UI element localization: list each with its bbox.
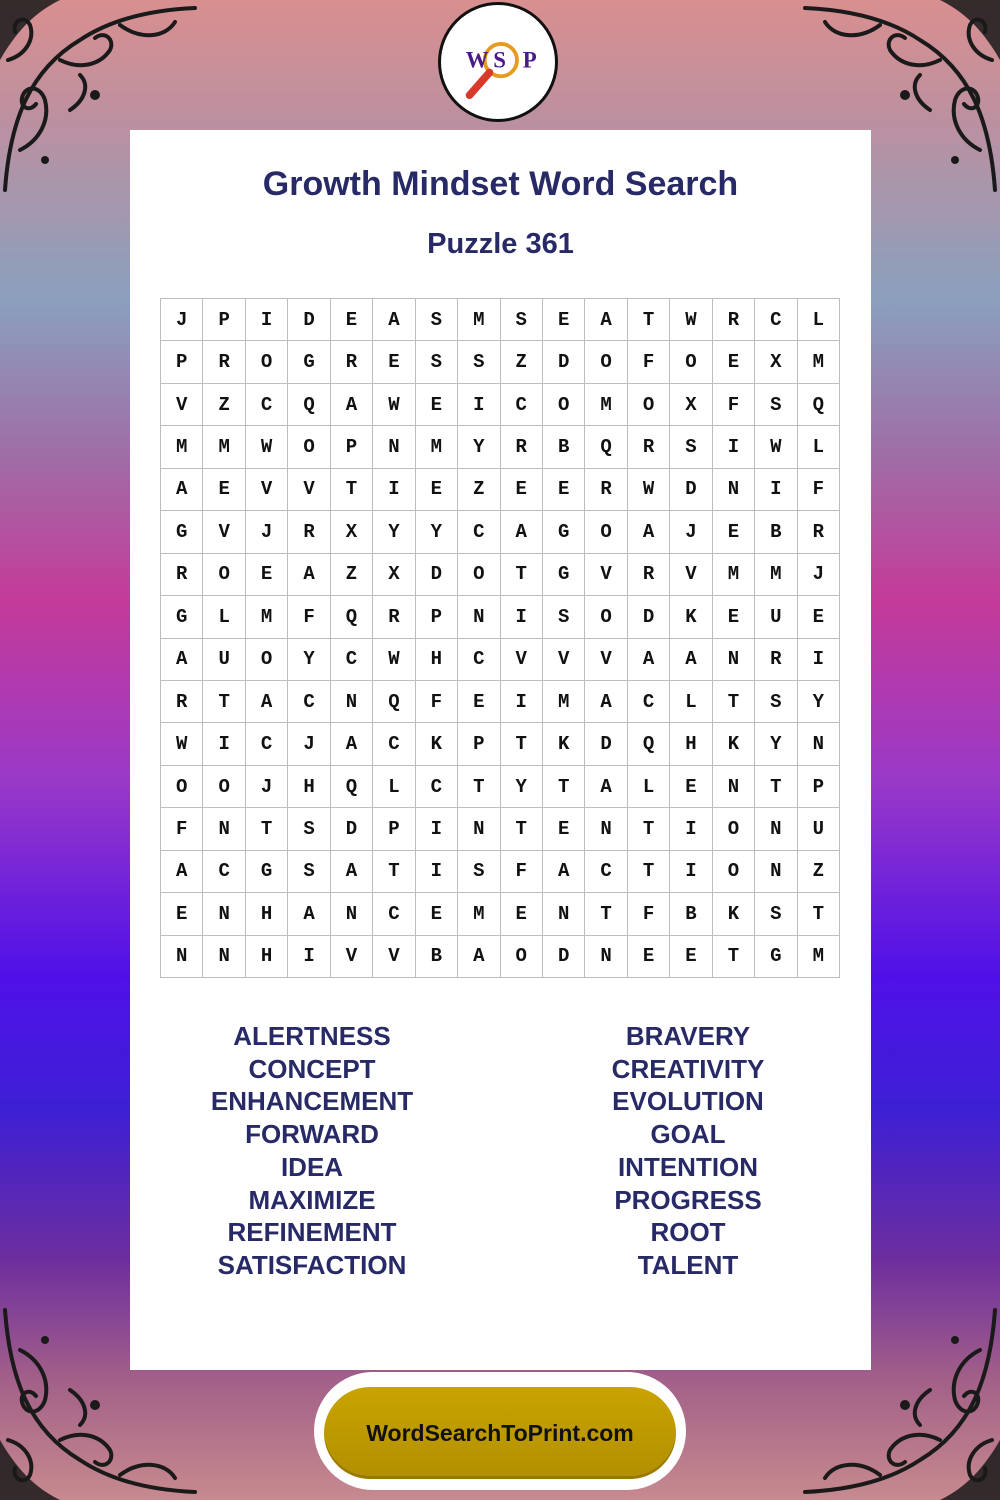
grid-cell[interactable]: R [628,554,670,596]
grid-cell[interactable]: E [203,469,245,511]
puzzle-card [130,130,871,1370]
word-list-item: PROGRESS [614,1184,762,1215]
grid-cell[interactable]: O [585,596,627,638]
grid-cell[interactable]: X [373,554,415,596]
grid-cell[interactable]: Q [628,723,670,765]
grid-cell[interactable]: N [203,808,245,850]
grid-cell[interactable]: C [203,851,245,893]
grid-cell[interactable]: H [246,936,288,978]
grid-cell[interactable]: G [161,596,203,638]
word-list-right [538,1020,838,1282]
grid-cell[interactable]: I [458,384,500,426]
grid-cell[interactable]: O [246,639,288,681]
grid-cell[interactable]: V [585,639,627,681]
grid-cell[interactable]: C [288,681,330,723]
grid-cell[interactable]: Z [501,341,543,383]
grid-cell[interactable]: T [246,808,288,850]
grid-cell[interactable]: H [670,723,712,765]
grid-cell[interactable]: P [458,723,500,765]
grid-cell[interactable]: S [501,299,543,341]
grid-cell[interactable]: O [501,936,543,978]
grid-cell[interactable]: M [543,681,585,723]
grid-cell[interactable]: N [331,681,373,723]
grid-cell[interactable]: A [628,511,670,553]
word-list-item: SATISFACTION [217,1249,407,1280]
grid-cell[interactable]: Y [416,511,458,553]
grid-cell[interactable]: D [416,554,458,596]
grid-cell[interactable]: V [543,639,585,681]
grid-cell[interactable]: X [755,341,797,383]
grid-cell[interactable]: G [246,851,288,893]
grid-cell[interactable]: N [585,936,627,978]
grid-cell[interactable]: N [458,596,500,638]
grid-cell[interactable]: I [713,426,755,468]
grid-cell[interactable]: S [458,851,500,893]
grid-cell[interactable]: E [416,469,458,511]
grid-cell[interactable]: L [798,426,840,468]
word-list-item: FORWARD [245,1119,379,1150]
grid-cell[interactable]: R [501,426,543,468]
grid-cell[interactable]: W [670,299,712,341]
grid-cell[interactable]: U [755,596,797,638]
grid-cell[interactable]: O [713,808,755,850]
grid-cell[interactable]: V [288,469,330,511]
grid-cell[interactable]: Y [755,723,797,765]
word-list-item: IDEA [280,1151,344,1182]
puzzle-number: Puzzle 361 [427,228,574,260]
grid-cell[interactable]: U [203,639,245,681]
grid-cell[interactable]: H [416,639,458,681]
grid-cell[interactable]: L [798,299,840,341]
grid-cell[interactable]: D [585,723,627,765]
grid-cell[interactable]: V [161,384,203,426]
grid-cell[interactable]: M [203,426,245,468]
grid-cell[interactable]: C [373,893,415,935]
grid-cell[interactable]: T [798,893,840,935]
grid-cell[interactable]: M [246,596,288,638]
grid-cell[interactable]: E [713,596,755,638]
grid-cell[interactable]: A [543,851,585,893]
grid-cell[interactable]: O [713,851,755,893]
grid-cell[interactable]: O [288,426,330,468]
grid-cell[interactable]: K [416,723,458,765]
grid-cell[interactable]: N [713,766,755,808]
grid-cell[interactable]: P [331,426,373,468]
grid-cell[interactable]: A [628,639,670,681]
grid-cell[interactable]: M [798,341,840,383]
grid-cell[interactable]: X [670,384,712,426]
grid-cell[interactable]: O [246,341,288,383]
grid-cell[interactable]: I [755,469,797,511]
grid-cell[interactable]: V [585,554,627,596]
grid-cell[interactable]: C [416,766,458,808]
grid-cell[interactable]: I [670,851,712,893]
grid-cell[interactable]: T [628,851,670,893]
grid-cell[interactable]: A [161,851,203,893]
grid-cell[interactable]: F [416,681,458,723]
grid-cell[interactable]: N [585,808,627,850]
grid-cell[interactable]: A [331,384,373,426]
grid-cell[interactable]: A [501,511,543,553]
grid-cell[interactable]: C [373,723,415,765]
grid-cell[interactable]: C [628,681,670,723]
grid-cell[interactable]: N [713,639,755,681]
grid-cell[interactable]: F [288,596,330,638]
grid-cell[interactable]: K [670,596,712,638]
grid-cell[interactable]: P [373,808,415,850]
grid-cell[interactable]: S [755,681,797,723]
word-list-item: ROOT [650,1217,726,1248]
grid-cell[interactable]: T [628,808,670,850]
grid-cell[interactable]: G [755,936,797,978]
grid-cell[interactable]: O [161,766,203,808]
word-list-item: INTENTION [617,1151,759,1182]
grid-cell[interactable]: T [755,766,797,808]
grid-cell[interactable]: F [798,469,840,511]
grid-cell[interactable]: Q [373,681,415,723]
grid-cell[interactable]: R [713,299,755,341]
grid-cell[interactable]: D [543,936,585,978]
grid-cell[interactable]: R [331,341,373,383]
grid-cell[interactable]: S [416,341,458,383]
grid-cell[interactable]: C [246,384,288,426]
grid-cell[interactable]: R [203,341,245,383]
grid-cell[interactable]: R [755,639,797,681]
word-list-item: CONCEPT [248,1053,376,1084]
grid-cell[interactable]: R [798,511,840,553]
word-list-item: EVOLUTION [612,1086,764,1117]
grid-cell[interactable]: E [798,596,840,638]
grid-cell[interactable]: N [755,808,797,850]
grid-cell[interactable]: O [203,766,245,808]
grid-cell[interactable]: Z [331,554,373,596]
grid-cell[interactable]: J [670,511,712,553]
grid-cell[interactable]: Q [798,384,840,426]
grid-cell[interactable]: A [288,554,330,596]
website-link-button[interactable]: WordSearchToPrint.com [324,1387,676,1479]
grid-cell[interactable]: T [203,681,245,723]
grid-cell[interactable]: G [543,554,585,596]
grid-cell[interactable]: I [501,681,543,723]
grid-cell[interactable]: D [670,469,712,511]
grid-cell[interactable]: R [161,681,203,723]
grid-cell[interactable]: T [501,808,543,850]
grid-cell[interactable]: K [713,723,755,765]
grid-cell[interactable]: A [585,299,627,341]
grid-cell[interactable]: L [203,596,245,638]
grid-cell[interactable]: L [670,681,712,723]
grid-cell[interactable]: G [288,341,330,383]
grid-cell[interactable]: T [501,554,543,596]
grid-cell[interactable]: B [543,426,585,468]
grid-cell[interactable]: I [416,851,458,893]
grid-cell[interactable]: V [246,469,288,511]
grid-cell[interactable]: I [416,808,458,850]
grid-cell[interactable]: N [373,426,415,468]
grid-cell[interactable]: E [501,893,543,935]
grid-cell[interactable]: A [161,639,203,681]
grid-cell[interactable]: I [501,596,543,638]
logo-letter-w: W [465,47,489,73]
grid-cell[interactable]: Z [203,384,245,426]
grid-cell[interactable]: R [373,596,415,638]
grid-cell[interactable]: F [161,808,203,850]
grid-cell[interactable]: S [670,426,712,468]
grid-cell[interactable]: O [203,554,245,596]
grid-cell[interactable]: E [458,681,500,723]
grid-cell[interactable]: S [288,851,330,893]
grid-cell[interactable]: M [798,936,840,978]
grid-cell[interactable]: A [585,766,627,808]
grid-cell[interactable]: T [713,681,755,723]
grid-cell[interactable]: C [331,639,373,681]
grid-cell[interactable]: R [288,511,330,553]
grid-cell[interactable]: E [501,469,543,511]
grid-cell[interactable]: C [458,639,500,681]
grid-cell[interactable]: T [458,766,500,808]
grid-cell[interactable]: A [331,851,373,893]
grid-cell[interactable]: F [501,851,543,893]
grid-cell[interactable]: T [373,851,415,893]
grid-cell[interactable]: S [543,596,585,638]
grid-cell[interactable]: C [755,299,797,341]
grid-cell[interactable]: Q [288,384,330,426]
grid-cell[interactable]: E [543,299,585,341]
grid-cell[interactable]: Z [458,469,500,511]
grid-cell[interactable]: M [458,299,500,341]
grid-cell[interactable]: A [288,893,330,935]
grid-cell[interactable]: M [755,554,797,596]
grid-cell[interactable]: E [543,808,585,850]
grid-cell[interactable]: F [713,384,755,426]
grid-cell[interactable]: B [755,511,797,553]
grid-cell[interactable]: M [585,384,627,426]
letter-grid [160,298,840,978]
grid-cell[interactable]: O [628,384,670,426]
grid-cell[interactable]: P [416,596,458,638]
grid-cell[interactable]: W [373,639,415,681]
grid-cell[interactable]: H [288,766,330,808]
grid-cell[interactable]: S [416,299,458,341]
word-list-item: TALENT [637,1249,739,1280]
grid-cell[interactable]: J [161,299,203,341]
grid-cell[interactable]: K [543,723,585,765]
word-list-item: MAXIMIZE [248,1184,376,1215]
grid-cell[interactable]: D [628,596,670,638]
grid-cell[interactable]: R [161,554,203,596]
grid-cell[interactable]: A [161,469,203,511]
grid-cell[interactable]: E [373,341,415,383]
grid-cell[interactable]: G [543,511,585,553]
grid-cell[interactable]: E [246,554,288,596]
grid-cell[interactable]: Q [331,596,373,638]
grid-cell[interactable]: T [628,299,670,341]
grid-cell[interactable]: T [585,893,627,935]
grid-cell[interactable]: J [288,723,330,765]
grid-cell[interactable]: E [331,299,373,341]
word-list-item: ALERTNESS [233,1021,391,1051]
grid-cell[interactable]: Q [331,766,373,808]
grid-cell[interactable]: B [416,936,458,978]
grid-cell[interactable]: S [755,893,797,935]
grid-cell[interactable]: U [798,808,840,850]
grid-cell[interactable]: N [331,893,373,935]
grid-cell[interactable]: M [161,426,203,468]
grid-cell[interactable]: Y [501,766,543,808]
grid-cell[interactable]: I [798,639,840,681]
grid-cell[interactable]: G [161,511,203,553]
word-list-item: BRAVERY [625,1021,751,1051]
grid-cell[interactable]: I [203,723,245,765]
grid-cell[interactable]: I [246,299,288,341]
grid-cell[interactable]: E [670,766,712,808]
grid-cell[interactable]: W [628,469,670,511]
grid-cell[interactable]: Y [798,681,840,723]
grid-cell[interactable]: A [670,639,712,681]
grid-cell[interactable]: R [628,426,670,468]
grid-cell[interactable]: E [543,469,585,511]
grid-cell[interactable]: A [585,681,627,723]
grid-cell[interactable]: P [161,341,203,383]
word-list-item: REFINEMENT [227,1217,397,1248]
grid-cell[interactable]: L [373,766,415,808]
grid-cell[interactable]: O [458,554,500,596]
grid-cell[interactable]: Y [458,426,500,468]
grid-cell[interactable]: V [670,554,712,596]
grid-cell[interactable]: A [331,723,373,765]
grid-cell[interactable]: N [755,851,797,893]
grid-cell[interactable]: M [713,554,755,596]
page-title: Growth Mindset Word Search [262,165,739,203]
grid-cell[interactable]: J [246,766,288,808]
grid-cell[interactable]: S [458,341,500,383]
grid-cell[interactable]: O [670,341,712,383]
grid-cell[interactable]: R [585,469,627,511]
grid-cell[interactable]: I [373,469,415,511]
grid-cell[interactable]: F [628,341,670,383]
grid-cell[interactable]: V [501,639,543,681]
grid-cell[interactable]: W [161,723,203,765]
grid-cell[interactable]: B [670,893,712,935]
word-list-item: CREATIVITY [611,1053,765,1084]
grid-cell[interactable]: A [458,936,500,978]
grid-cell[interactable]: N [203,936,245,978]
grid-cell[interactable]: N [203,893,245,935]
grid-cell[interactable]: D [288,299,330,341]
grid-cell[interactable]: K [713,893,755,935]
grid-cell[interactable]: A [373,299,415,341]
grid-cell[interactable]: J [798,554,840,596]
grid-cell[interactable]: C [246,723,288,765]
grid-cell[interactable]: Q [585,426,627,468]
grid-cell[interactable]: T [713,936,755,978]
grid-cell[interactable]: N [798,723,840,765]
grid-cell[interactable]: I [288,936,330,978]
grid-cell[interactable]: Y [288,639,330,681]
grid-cell[interactable]: Z [798,851,840,893]
grid-cell[interactable]: C [585,851,627,893]
grid-cell[interactable]: D [543,341,585,383]
grid-cell[interactable]: N [543,893,585,935]
grid-cell[interactable]: I [670,808,712,850]
grid-cell[interactable]: V [373,936,415,978]
grid-cell[interactable]: E [713,511,755,553]
grid-cell[interactable]: Y [373,511,415,553]
logo-letter-p: P [522,47,537,73]
grid-cell[interactable]: A [246,681,288,723]
grid-cell[interactable]: O [585,341,627,383]
grid-cell[interactable]: V [331,936,373,978]
grid-cell[interactable]: J [246,511,288,553]
grid-cell[interactable]: N [458,808,500,850]
grid-cell[interactable]: W [246,426,288,468]
word-list-item: GOAL [650,1119,726,1150]
wsp-logo[interactable] [438,2,558,122]
grid-cell[interactable]: H [246,893,288,935]
word-list-item: ENHANCEMENT [210,1086,414,1117]
grid-cell[interactable]: E [416,384,458,426]
grid-cell[interactable]: P [203,299,245,341]
grid-cell[interactable]: T [501,723,543,765]
grid-cell[interactable]: M [458,893,500,935]
grid-cell[interactable]: O [585,511,627,553]
grid-cell[interactable]: F [628,893,670,935]
logo-letter-s: S [493,47,506,73]
grid-cell[interactable]: E [670,936,712,978]
grid-cell[interactable]: T [331,469,373,511]
grid-cell[interactable]: L [628,766,670,808]
grid-cell[interactable]: E [416,893,458,935]
grid-cell[interactable]: M [416,426,458,468]
grid-cell[interactable]: W [373,384,415,426]
magnifier-icon [441,5,555,119]
grid-cell[interactable]: S [755,384,797,426]
grid-cell[interactable]: N [713,469,755,511]
grid-cell[interactable]: C [501,384,543,426]
word-list-left [162,1020,462,1282]
grid-cell[interactable]: V [203,511,245,553]
grid-cell[interactable]: X [331,511,373,553]
grid-cell[interactable]: S [288,808,330,850]
grid-cell[interactable]: C [458,511,500,553]
grid-cell[interactable]: D [331,808,373,850]
grid-cell[interactable]: P [798,766,840,808]
grid-cell[interactable]: E [161,893,203,935]
grid-cell[interactable]: O [543,384,585,426]
grid-cell[interactable]: W [755,426,797,468]
grid-cell[interactable]: N [161,936,203,978]
grid-cell[interactable]: E [713,341,755,383]
grid-cell[interactable]: T [543,766,585,808]
grid-cell[interactable]: E [628,936,670,978]
